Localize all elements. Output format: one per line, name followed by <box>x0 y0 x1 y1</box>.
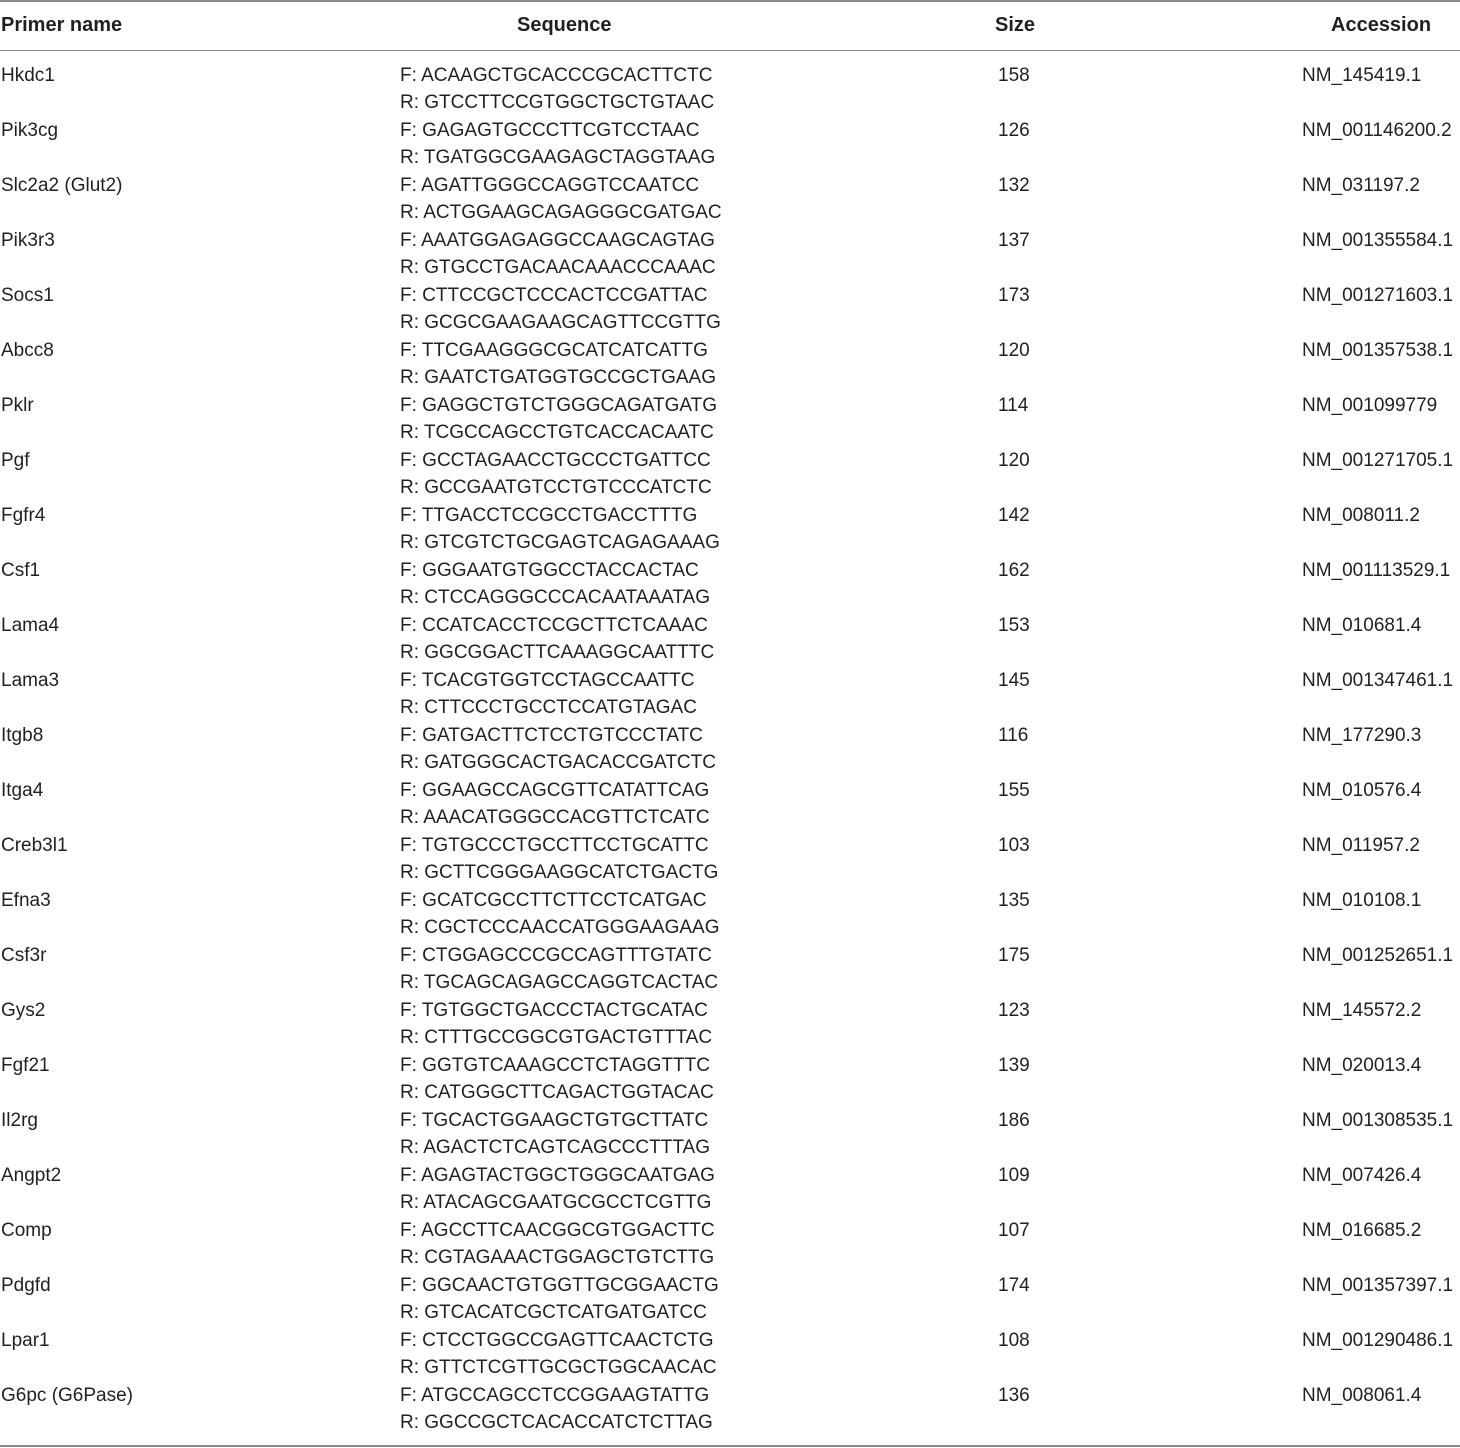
forward-sequence-cell: F: ATGCCAGCCTCCGGAAGTATTG <box>400 1385 710 1406</box>
accession-cell: NM_031197.2 <box>1302 175 1420 196</box>
reverse-sequence-cell: R: TGCAGCAGAGCCAGGTCACTAC <box>400 972 719 993</box>
accession-cell: NM_001357538.1 <box>1302 340 1454 361</box>
table-row <box>0 502 1460 557</box>
forward-sequence-cell: F: TTGACCTCCGCCTGACCTTTG <box>400 505 698 526</box>
size-cell: 120 <box>998 450 1030 471</box>
size-cell: 120 <box>998 340 1030 361</box>
forward-sequence-cell: F: GAGAGTGCCCTTCGTCCTAAC <box>400 120 700 141</box>
size-cell: 116 <box>998 725 1029 746</box>
accession-cell: NM_016685.2 <box>1302 1220 1422 1241</box>
size-cell: 162 <box>998 560 1030 581</box>
table-row <box>0 942 1460 997</box>
size-cell: 158 <box>998 65 1030 86</box>
size-cell: 137 <box>998 230 1030 251</box>
primer-name-cell: Slc2a2 (Glut2) <box>1 175 123 196</box>
table-row <box>0 117 1460 172</box>
table-row <box>0 612 1460 667</box>
reverse-sequence-cell: R: GTCACATCGCTCATGATGATCC <box>400 1302 707 1323</box>
size-cell: 136 <box>998 1385 1030 1406</box>
reverse-sequence-cell: R: CTTTGCCGGCGTGACTGTTTAC <box>400 1027 713 1048</box>
primer-name-cell: Efna3 <box>1 890 51 911</box>
accession-cell: NM_001271705.1 <box>1302 450 1454 471</box>
reverse-sequence-cell: R: GATGGGCACTGACACCGATCTC <box>400 752 716 773</box>
reverse-sequence-cell: R: GCGCGAAGAAGCAGTTCCGTTG <box>400 312 721 333</box>
table-row <box>0 62 1460 117</box>
table-row <box>0 1107 1460 1162</box>
forward-sequence-cell: F: TGTGGCTGACCCTACTGCATAC <box>400 1000 708 1021</box>
accession-cell: NM_011957.2 <box>1302 835 1420 856</box>
table-row <box>0 777 1460 832</box>
primer-name-cell: Pklr <box>1 395 34 416</box>
forward-sequence-cell: F: GGAAGCCAGCGTTCATATTCAG <box>400 780 710 801</box>
size-cell: 145 <box>998 670 1030 691</box>
size-cell: 135 <box>998 890 1030 911</box>
reverse-sequence-cell: R: GCTTCGGGAAGGCATCTGACTG <box>400 862 719 883</box>
primer-name-cell: Creb3l1 <box>1 835 68 856</box>
forward-sequence-cell: F: AGATTGGGCCAGGTCCAATCC <box>400 175 700 196</box>
accession-cell: NM_001308535.1 <box>1302 1110 1454 1131</box>
size-cell: 126 <box>998 120 1030 141</box>
accession-cell: NM_001146200.2 <box>1302 120 1452 141</box>
size-cell: 108 <box>998 1330 1030 1351</box>
size-cell: 186 <box>998 1110 1030 1131</box>
size-cell: 142 <box>998 505 1030 526</box>
size-cell: 107 <box>998 1220 1030 1241</box>
reverse-sequence-cell: R: AGACTCTCAGTCAGCCCTTTAG <box>400 1137 710 1158</box>
reverse-sequence-cell: R: GTCCTTCCGTGGCTGCTGTAAC <box>400 92 715 113</box>
reverse-sequence-cell: R: TGATGGCGAAGAGCTAGGTAAG <box>400 147 716 168</box>
table-row <box>0 337 1460 392</box>
primer-name-cell: Pik3cg <box>1 120 59 141</box>
primer-name-cell: Csf1 <box>1 560 41 581</box>
table-row <box>0 1162 1460 1217</box>
reverse-sequence-cell: R: ATACAGCGAATGCGCCTCGTTG <box>400 1192 712 1213</box>
forward-sequence-cell: F: CTTCCGCTCCCACTCCGATTAC <box>400 285 708 306</box>
forward-sequence-cell: F: TGTGCCCTGCCTTCCTGCATTC <box>400 835 709 856</box>
table-row <box>0 1217 1460 1272</box>
table-bottom-rule <box>0 1445 1460 1447</box>
table-row <box>0 667 1460 722</box>
forward-sequence-cell: F: CCATCACCTCCGCTTCTCAAAC <box>400 615 708 636</box>
forward-sequence-cell: F: GGCAACTGTGGTTGCGGAACTG <box>400 1275 719 1296</box>
table-row <box>0 1052 1460 1107</box>
accession-cell: NM_007426.4 <box>1302 1165 1422 1186</box>
primer-name-cell: Lama3 <box>1 670 60 691</box>
forward-sequence-cell: F: CTGGAGCCCGCCAGTTTGTATC <box>400 945 712 966</box>
reverse-sequence-cell: R: GCCGAATGTCCTGTCCCATCTC <box>400 477 712 498</box>
reverse-sequence-cell: R: CTCCAGGGCCCACAATAAATAG <box>400 587 711 608</box>
size-cell: 123 <box>998 1000 1030 1021</box>
primer-name-cell: Lpar1 <box>1 1330 50 1351</box>
forward-sequence-cell: F: TTCGAAGGGCGCATCATCATTG <box>400 340 708 361</box>
forward-sequence-cell: F: TGCACTGGAAGCTGTGCTTATC <box>400 1110 709 1131</box>
size-cell: 174 <box>998 1275 1030 1296</box>
accession-cell: NM_001355584.1 <box>1302 230 1454 251</box>
header-size: Size <box>995 14 1036 36</box>
table-row <box>0 172 1460 227</box>
accession-cell: NM_001099779 <box>1302 395 1438 416</box>
forward-sequence-cell: F: GGGAATGTGGCCTACCACTAC <box>400 560 699 581</box>
header-accession: Accession <box>1331 14 1432 36</box>
size-cell: 132 <box>998 175 1030 196</box>
size-cell: 114 <box>998 395 1029 416</box>
accession-cell: NM_145572.2 <box>1302 1000 1422 1021</box>
forward-sequence-cell: F: GGTGTCAAAGCCTCTAGGTTTC <box>400 1055 710 1076</box>
primer-name-cell: Lama4 <box>1 615 60 636</box>
forward-sequence-cell: F: AGCCTTCAACGGCGTGGACTTC <box>400 1220 715 1241</box>
accession-cell: NM_145419.1 <box>1302 65 1422 86</box>
reverse-sequence-cell: R: GTCGTCTGCGAGTCAGAGAAAG <box>400 532 720 553</box>
accession-cell: NM_001357397.1 <box>1302 1275 1454 1296</box>
reverse-sequence-cell: R: AAACATGGGCCACGTTCTCATC <box>400 807 710 828</box>
forward-sequence-cell: F: GAGGCTGTCTGGGCAGATGATG <box>400 395 718 416</box>
table-row <box>0 447 1460 502</box>
table-row <box>0 227 1460 282</box>
forward-sequence-cell: F: CTCCTGGCCGAGTTCAACTCTG <box>400 1330 714 1351</box>
header-sequence: Sequence <box>517 14 612 36</box>
primer-name-cell: Itgb8 <box>1 725 44 746</box>
size-cell: 103 <box>998 835 1030 856</box>
reverse-sequence-cell: R: GTGCCTGACAACAAACCCAAAC <box>400 257 716 278</box>
forward-sequence-cell: F: GATGACTTCTCCTGTCCCTATC <box>400 725 703 746</box>
accession-cell: NM_001290486.1 <box>1302 1330 1454 1351</box>
table-row <box>0 557 1460 612</box>
table-header <box>0 0 1460 50</box>
accession-cell: NM_010681.4 <box>1302 615 1422 636</box>
reverse-sequence-cell: R: GGCCGCTCACACCATCTCTTAG <box>400 1412 713 1433</box>
table-row <box>0 887 1460 942</box>
reverse-sequence-cell: R: CGTAGAAACTGGAGCTGTCTTG <box>400 1247 715 1268</box>
forward-sequence-cell: F: ACAAGCTGCACCCGCACTTCTC <box>400 65 713 86</box>
size-cell: 175 <box>998 945 1030 966</box>
table-header-rule <box>0 50 1460 51</box>
primer-name-cell: Fgfr4 <box>1 505 46 526</box>
primer-name-cell: Abcc8 <box>1 340 54 361</box>
table-row <box>0 1327 1460 1382</box>
size-cell: 139 <box>998 1055 1030 1076</box>
forward-sequence-cell: F: GCCTAGAACCTGCCCTGATTCC <box>400 450 711 471</box>
primer-name-cell: Comp <box>1 1220 52 1241</box>
forward-sequence-cell: F: GCATCGCCTTCTTCCTCATGAC <box>400 890 707 911</box>
primer-name-cell: G6pc (G6Pase) <box>1 1385 133 1406</box>
table-row <box>0 997 1460 1052</box>
accession-cell: NM_177290.3 <box>1302 725 1422 746</box>
reverse-sequence-cell: R: GTTCTCGTTGCGCTGGCAACAC <box>400 1357 717 1378</box>
size-cell: 173 <box>998 285 1030 306</box>
forward-sequence-cell: F: AGAGTACTGGCTGGGCAATGAG <box>400 1165 715 1186</box>
accession-cell: NM_001252651.1 <box>1302 945 1454 966</box>
reverse-sequence-cell: R: ACTGGAAGCAGAGGGCGATGAC <box>400 202 722 223</box>
primer-name-cell: Pgf <box>1 450 30 471</box>
forward-sequence-cell: F: TCACGTGGTCCTAGCCAATTC <box>400 670 695 691</box>
accession-cell: NM_001271603.1 <box>1302 285 1454 306</box>
header-primer-name: Primer name <box>1 14 123 36</box>
accession-cell: NM_010576.4 <box>1302 780 1422 801</box>
reverse-sequence-cell: R: TCGCCAGCCTGTCACCACAATC <box>400 422 714 443</box>
table-row <box>0 722 1460 777</box>
primer-name-cell: Il2rg <box>1 1110 38 1131</box>
primer-name-cell: Hkdc1 <box>1 65 55 86</box>
accession-cell: NM_001113529.1 <box>1302 560 1451 581</box>
primer-name-cell: Gys2 <box>1 1000 46 1021</box>
accession-cell: NM_008011.2 <box>1302 505 1420 526</box>
primer-name-cell: Pik3r3 <box>1 230 55 251</box>
accession-cell: NM_008061.4 <box>1302 1385 1422 1406</box>
size-cell: 109 <box>998 1165 1030 1186</box>
reverse-sequence-cell: R: CATGGGCTTCAGACTGGTACAC <box>400 1082 714 1103</box>
table-row <box>0 832 1460 887</box>
primer-name-cell: Pdgfd <box>1 1275 51 1296</box>
accession-cell: NM_001347461.1 <box>1302 670 1454 691</box>
table-row <box>0 392 1460 447</box>
primer-name-cell: Csf3r <box>1 945 47 966</box>
table-row <box>0 1382 1460 1437</box>
reverse-sequence-cell: R: GGCGGACTTCAAAGGCAATTTC <box>400 642 715 663</box>
reverse-sequence-cell: R: CGCTCCCAACCATGGGAAGAAG <box>400 917 720 938</box>
accession-cell: NM_010108.1 <box>1302 890 1422 911</box>
forward-sequence-cell: F: AAATGGAGAGGCCAAGCAGTAG <box>400 230 715 251</box>
primer-name-cell: Fgf21 <box>1 1055 50 1076</box>
table-row <box>0 1272 1460 1327</box>
table-body <box>0 62 1460 1437</box>
size-cell: 155 <box>998 780 1030 801</box>
size-cell: 153 <box>998 615 1030 636</box>
reverse-sequence-cell: R: CTTCCCTGCCTCCATGTAGAC <box>400 697 697 718</box>
primer-name-cell: Socs1 <box>1 285 54 306</box>
reverse-sequence-cell: R: GAATCTGATGGTGCCGCTGAAG <box>400 367 716 388</box>
accession-cell: NM_020013.4 <box>1302 1055 1422 1076</box>
primer-name-cell: Itga4 <box>1 780 44 801</box>
table-row <box>0 282 1460 337</box>
primer-name-cell: Angpt2 <box>1 1165 62 1186</box>
